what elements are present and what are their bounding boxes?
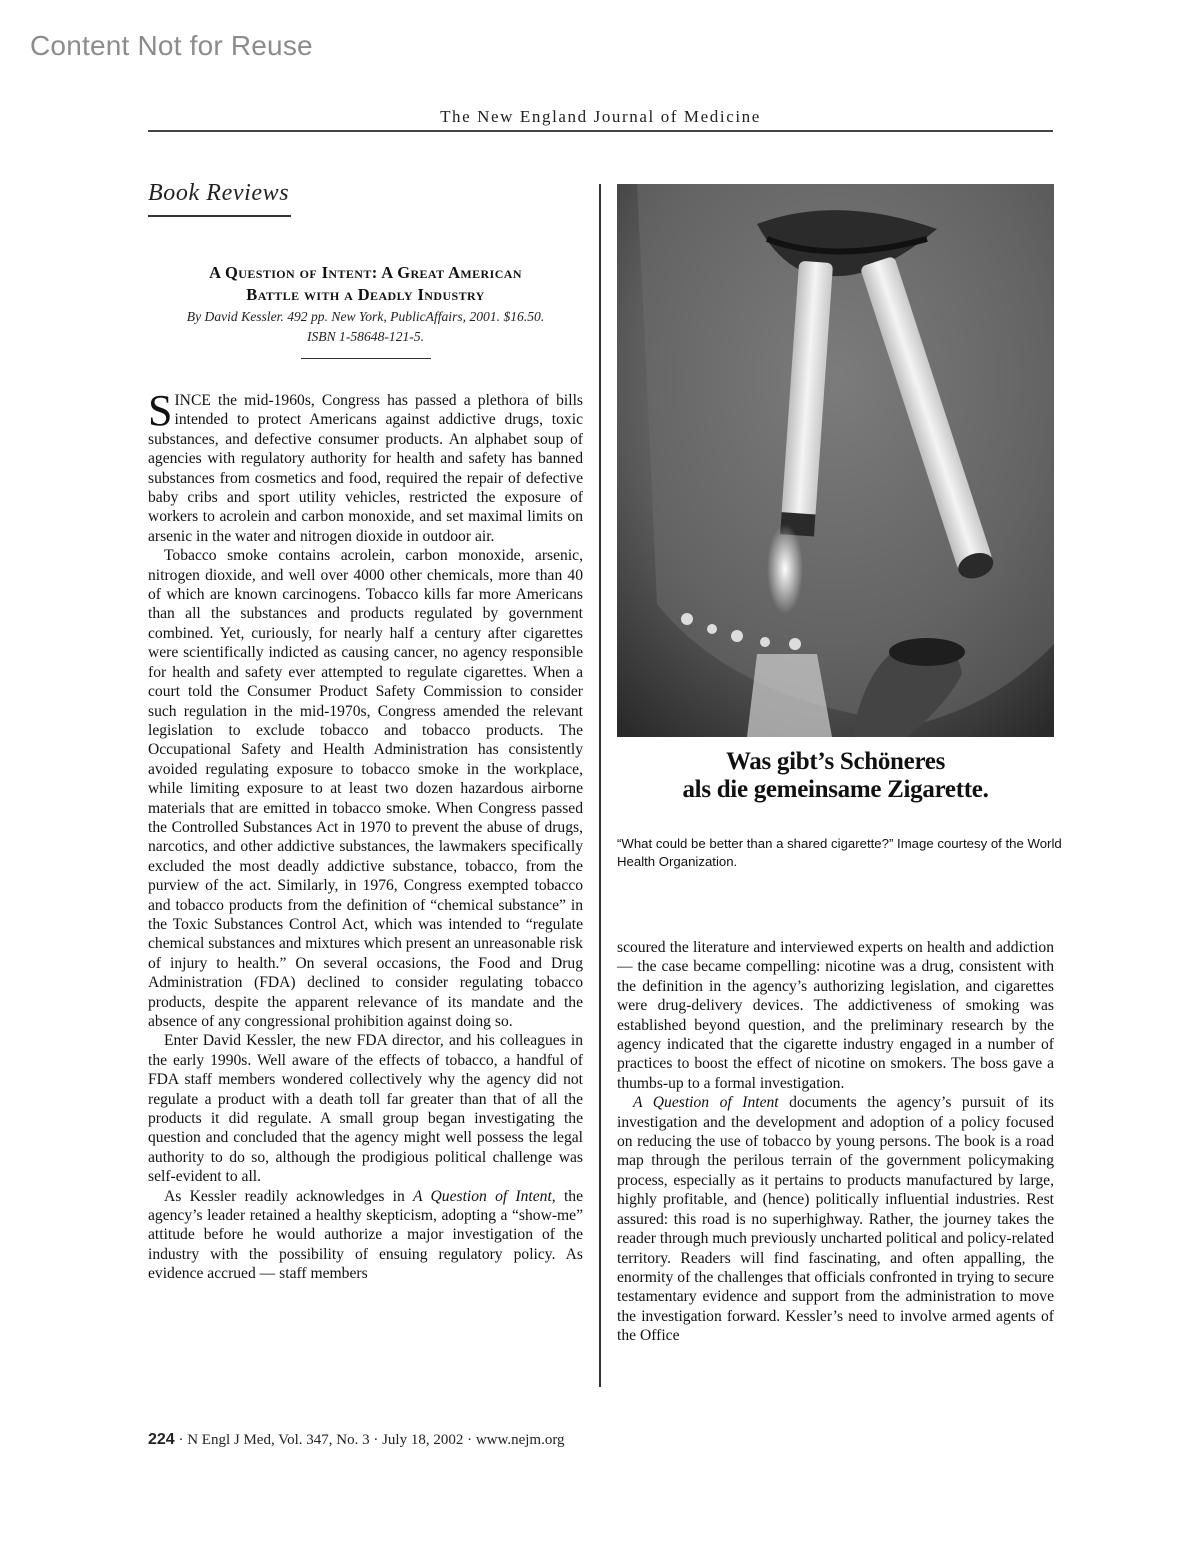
footer-citation: · N Engl J Med, Vol. 347, No. 3 · July 18, 2002 · www.nejm.org — [174, 1432, 565, 1448]
paragraph-2: Tobacco smoke contains acrolein, carbon monoxide, arsenic, nitrogen dioxide, and well over 4000 other chemicals, more than 40 of which are known carcinogens. Tobacco kills far more Americans than all the substances and products regulated by government combined. Yet, curiously, for nearly half a century after cigarettes were scientifically indicted as causing cancer, no agency responsible for health and safety ever attempted to regulate cigarettes. When a court told the Consumer Product Safety Commission to consider such regulation in the mid-1970s, Congress amended the relevant legislation to exclude tobacco and tobacco products. The Occupational Safety and Health Administration has consistently avoided regulating exposure to tobacco smoke in the workplace, while limiting exposure to at least two dozen hazardous airborne materials that are emitted in tobacco smoke. When Congress passed the Controlled Substances Act in 1970 to prevent the abuse of drugs, narcotics, and other addictive substances, the lawmakers specifically excluded the most deadly addictive substance, tobacco, from the purview of the act. Similarly, in 1976, Congress exempted tobacco and tobacco products from the definition of “chemical substance” in the Toxic Substances Control Act, which was intended to “regulate chemical substances and mixtures which present an unreasonable risk of injury to health.” On several occasions, the Food and Drug Administration (FDA) declined to consider regulating tobacco products, despite the apparent relevance of its mandate and the absence of any congressional prohibition against doing so. — [148, 547, 583, 1030]
byline-line1: By David Kessler. 492 pp. New York, PublicAffairs, 2001. $16.50. — [186, 309, 545, 324]
review-title-line1: A Question of Intent: A Great American — [209, 263, 522, 282]
advertisement-slogan — [617, 748, 1054, 804]
slogan-line1: Was gibt’s Schöneres — [725, 748, 946, 775]
paragraph-4 — [148, 1187, 583, 1284]
paragraph-6-text: documents the agency’s pursuit of its investigation and the development and adoption of a policy focused on reducing the use of tobacco by young persons. The book is a road map through the perilous terrain of the government policymaking process, especially as it pertains to products manufactured by large, highly profitable, and (hence) politically influential industries. Rest assured: this road is no superhighway. Rather, the journey takes the reader through much previously uncharted political and policy-related territory. Readers will find fascinating, and often appalling, the enormity of the challenges that officials confronted in trying to secure testamentary evidence and support from the administration to move the investigation forward. Kessler’s need to involve armed agents of the Office — [617, 1094, 1054, 1345]
title-rule — [301, 358, 431, 359]
paragraph-6 — [617, 1093, 1054, 1345]
drop-cap: S — [148, 386, 173, 435]
left-column — [148, 386, 584, 1284]
cigarette-photo-illustration — [617, 184, 1054, 737]
review-title — [148, 262, 583, 306]
paragraph-4-rest: the agency’s leader retained a healthy skepticism, adopting a “show-me” attitude before he would authorize a major investigation of the industry with the possibility of ensuing regulatory policy. As evidence accrued — staff members — [148, 1187, 584, 1283]
paragraph-3: Enter David Kessler, the new FDA director, and his colleagues in the early 1990s. Well aware of the effects of tobacco, a handful of FDA staff members wondered collectively why the agency did not regulate a product with a death toll far greater than that of all the products it did regulate. A small group began investigating the question and concluded that the agency might well possess the legal authority to do so, although the prodigious political challenge was self-evident to all. — [148, 1032, 583, 1186]
column-divider — [599, 184, 601, 1387]
page-number: 224 — [148, 1431, 175, 1448]
paragraph-4-start: As Kessler readily acknowledges in — [164, 1187, 414, 1205]
review-title-line2: Battle with a Deadly Industry — [246, 285, 485, 304]
section-title: Book Reviews — [148, 180, 290, 206]
paragraph-1 — [148, 386, 583, 546]
header-rule — [148, 130, 1053, 132]
section-rule — [148, 215, 291, 217]
byline-line2: ISBN 1-58648-121-5. — [306, 329, 425, 344]
book-title-italic-2: A Question of Intent — [633, 1094, 779, 1112]
right-column — [617, 938, 1054, 1346]
advertisement-photo — [617, 184, 1054, 737]
running-head: The New England Journal of Medicine — [440, 107, 761, 126]
figure-caption: “What could be better than a shared cigarette?” Image courtesy of the World Health Organization. — [617, 836, 1062, 869]
slogan-line2: als die gemeinsame Zigarette. — [682, 776, 989, 803]
watermark: Content Not for Reuse — [30, 30, 313, 61]
paragraph-5: scoured the literature and interviewed experts on health and addiction — the case became compelling: nicotine was a drug, consistent with the definition in the agency’s authorizing legislation, and cigarettes were drug-delivery devices. The addictiveness of smoking was established beyond question, and the preliminary research by the agency indicated that the cigarette industry engaged in a number of practices to boost the effect of nicotine on smokers. The boss gave a thumbs-up to a formal investigation. — [617, 939, 1054, 1092]
book-title-italic: A Question of Intent, — [413, 1187, 556, 1205]
review-byline — [148, 307, 583, 347]
page-footer — [148, 1431, 565, 1449]
paragraph-1-text: INCE the mid-1960s, Congress has passed a plethora of bills intended to protect Americans against addictive drugs, toxic substances, and defective consumer products. An alphabet soup of agencies with regulatory authority for health and safety has banned substances from cosmetics and food, required the repair of defective baby cribs and sport utility vehicles, restricted the exposure of workers to acrolein and carbon monoxide, and set maximal limits on arsenic in the water and nitrogen dioxide in outdoor air. — [148, 392, 583, 545]
